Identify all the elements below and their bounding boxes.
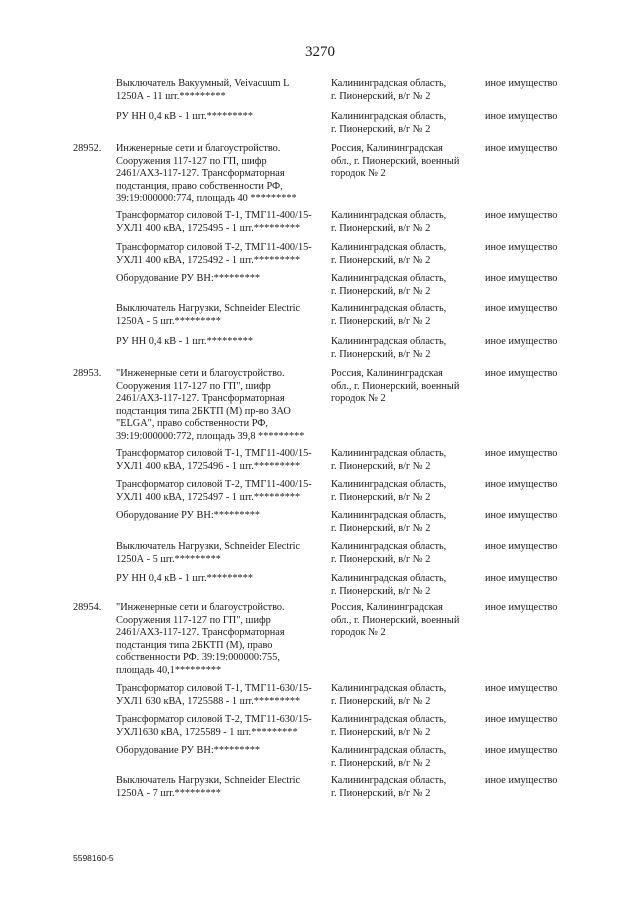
row-address: Россия, Калининградская обл., г. Пионерский, военный городок № 2 [331,143,460,180]
row-type: иное имущество [485,368,558,379]
row-name: Инженерные сети и благоустройство. Сооружения 117-127 по ГП, шифр 2461/АХЗ-117-127. Трансформаторная подстанция, право собственности РФ, 39:19:000000:774, площадь 40 ********* [116,143,297,205]
row-number: 28953. [73,368,102,379]
row-name: Трансформатор силовой Т-2, ТМГ11-400/15- УХЛ1 400 кВА, 1725497 - 1 шт.********* [116,479,312,503]
row-number: 28954. [73,602,102,613]
row-name: Выключатель Нагрузки, Schneider Electric 1250А - 7 шт.********* [116,775,301,799]
row-address: Россия, Калининградская обл., г. Пионерский, военный городок № 2 [331,368,460,405]
row-type: иное имущество [485,303,558,314]
row-name: "Инженерные сети и благоустройство. Сооружения 117-127 по ГП", шифр 2461/АХЗ-117-127. Трансформаторная подстанция типа 2БКТП (М), право собственности РФ. 39:19:000000:755, площадь 40,1********* [116,602,285,676]
row-address: Калининградская область, г. Пионерский, в/г № 2 [331,78,447,102]
row-name: Оборудование РУ ВН:********* [116,510,261,521]
row-name: РУ НН 0,4 кВ - 1 шт.********* [116,336,253,347]
row-type: иное имущество [485,573,558,584]
row-address: Калининградская область, г. Пионерский, в/г № 2 [331,303,447,327]
row-name: Выключатель Нагрузки, Schneider Electric 1250А - 5 шт.********* [116,541,301,565]
row-name: Оборудование РУ ВН:********* [116,745,261,756]
row-type: иное имущество [485,745,558,756]
row-name: Трансформатор силовой Т-2, ТМГ11-400/15- УХЛ1 400 кВА, 1725492 - 1 шт.********* [116,242,312,266]
row-type: иное имущество [485,714,558,725]
row-type: иное имущество [485,510,558,521]
row-type: иное имущество [485,210,558,221]
row-type: иное имущество [485,479,558,490]
row-type: иное имущество [485,336,558,347]
row-name: Выключатель Вакуумный, Veivacuum L 1250А - 11 шт.********* [116,78,290,102]
row-address: Калининградская область, г. Пионерский, в/г № 2 [331,273,447,297]
row-address: Калининградская область, г. Пионерский, в/г № 2 [331,210,447,234]
row-name: Трансформатор силовой Т-1, ТМГ11-400/15- УХЛ1 400 кВА, 1725496 - 1 шт.********* [116,448,312,472]
document-code: 5598160-5 [73,853,114,863]
row-address: Калининградская область, г. Пионерский, в/г № 2 [331,242,447,266]
row-address: Калининградская область, г. Пионерский, в/г № 2 [331,714,447,738]
row-name: Оборудование РУ ВН:********* [116,273,261,284]
row-address: Россия, Калининградская обл., г. Пионерский, военный городок № 2 [331,602,460,639]
row-name: РУ НН 0,4 кВ - 1 шт.********* [116,573,253,584]
row-type: иное имущество [485,111,558,122]
row-address: Калининградская область, г. Пионерский, в/г № 2 [331,683,447,707]
row-type: иное имущество [485,775,558,786]
row-type: иное имущество [485,273,558,284]
row-name: РУ НН 0,4 кВ - 1 шт.********* [116,111,253,122]
row-name: Выключатель Нагрузки, Schneider Electric 1250А - 5 шт.********* [116,303,301,327]
row-address: Калининградская область, г. Пионерский, в/г № 2 [331,479,447,503]
row-name: Трансформатор силовой Т-1, ТМГ11-400/15- УХЛ1 400 кВА, 1725495 - 1 шт.********* [116,210,312,234]
row-address: Калининградская область, г. Пионерский, в/г № 2 [331,336,447,360]
row-number: 28952. [73,143,102,154]
row-address: Калининградская область, г. Пионерский, в/г № 2 [331,745,447,769]
row-type: иное имущество [485,78,558,89]
row-address: Калининградская область, г. Пионерский, в/г № 2 [331,541,447,565]
row-address: Калининградская область, г. Пионерский, в/г № 2 [331,775,447,799]
row-type: иное имущество [485,683,558,694]
row-address: Калининградская область, г. Пионерский, в/г № 2 [331,448,447,472]
row-address: Калининградская область, г. Пионерский, в/г № 2 [331,573,447,597]
row-name: Трансформатор силовой Т-1, ТМГ11-630/15- УХЛ1 630 кВА, 1725588 - 1 шт.********* [116,683,312,707]
row-name: "Инженерные сети и благоустройство. Сооружения 117-127 по ГП", шифр 2461/АХЗ-117-127. Трансформаторная подстанция типа 2БКТП (М) пр-во ЗАО "ELGA", право собственности РФ, 39:19:000000:772, площадь 39,8 ********* [116,368,305,442]
row-address: Калининградская область, г. Пионерский, в/г № 2 [331,111,447,135]
row-type: иное имущество [485,541,558,552]
row-name: Трансформатор силовой Т-2, ТМГ11-630/15- УХЛ1630 кВА, 1725589 - 1 шт.********* [116,714,312,738]
row-type: иное имущество [485,448,558,459]
row-type: иное имущество [485,242,558,253]
row-type: иное имущество [485,143,558,154]
row-type: иное имущество [485,602,558,613]
page-number: 3270 [305,44,335,60]
row-address: Калининградская область, г. Пионерский, в/г № 2 [331,510,447,534]
